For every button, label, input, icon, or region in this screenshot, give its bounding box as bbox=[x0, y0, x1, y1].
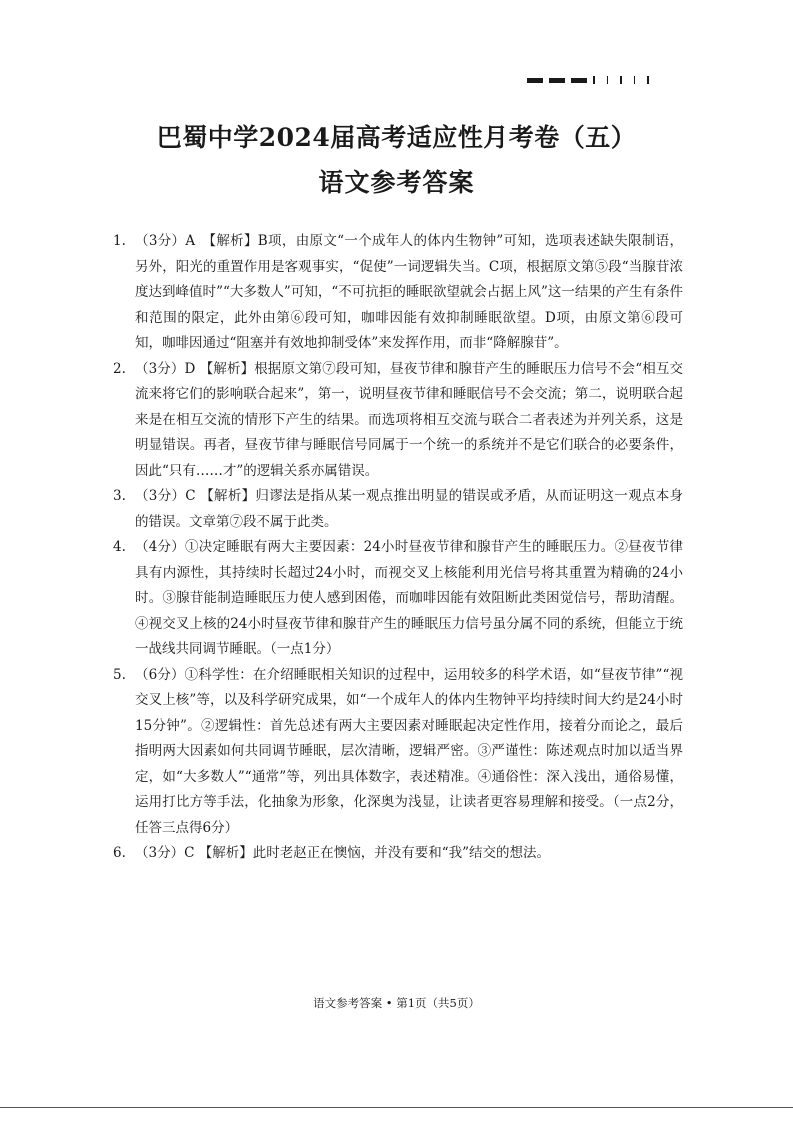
decoration-tick bbox=[634, 76, 636, 84]
answer-text: （4分）①决定睡眠有两大主要因素：24小时昼夜节律和腺苷产生的睡眠压力。②昼夜节律具有内源性，其持续时长超过24小时，而视交叉上核能利用光信号将其重置为精确的24小时。③腺苷能制造睡眠压力使人感到困倦，而咖啡因能有效阻断此类困觉信号，帮助清醒。④视交叉上核的24小时昼夜节律和腺苷产生的睡眠压力信号虽分属不同的系统，但能立于统一战线共同调节睡眠。（一点1分） bbox=[135, 539, 683, 657]
answer-number: 6. bbox=[113, 845, 126, 861]
answer-text: （6分）①科学性：在介绍睡眠相关知识的过程中，运用较多的科学术语，如“昼夜节律”“视交叉上核”等，以及科学研究成果，如“一个成年人的体内生物钟平均持续时间大约是24小时15分钟”。②逻辑性：首先总述有两大主要因素对睡眠起决定性作用，接着分而论之，最后指明两大因素如何共同调节睡眠，层次清晰，逻辑严密。③严谨性：陈述观点时加以适当界定，如“大多数人”“通常”等，列出具体数字，表述精准。④通俗性：深入浅出，通俗易懂，运用打比方等手法，化抽象为形象，化深奥为浅显，让读者更容易理解和接受。（一点2分，任答三点得6分） bbox=[135, 666, 683, 836]
decoration-bar bbox=[571, 78, 587, 83]
decoration-bar bbox=[527, 78, 543, 83]
decoration-bar bbox=[549, 78, 565, 83]
answer-number: 3. bbox=[113, 488, 126, 504]
decoration-tick bbox=[647, 76, 649, 84]
answer-item-6 bbox=[113, 841, 683, 867]
answer-item-1 bbox=[113, 229, 683, 357]
answer-number: 5. bbox=[113, 666, 126, 683]
answer-item-3 bbox=[113, 484, 683, 535]
answer-item-2 bbox=[113, 357, 683, 485]
answer-list bbox=[113, 229, 683, 867]
decoration-tick bbox=[620, 76, 622, 84]
answer-text: （3分）A 【解析】B项，由原文“一个成年人的体内生物钟”可知，选项表述缺失限制语，另外，阳光的重置作用是客观事实，“促使”一词逻辑失当。C项，根据原文第⑤段“当腺苷浓度达到峰值时”“大多数人”可知，“不可抗拒的睡眠欲望就会占据上风”这一结果的产生有条件和范围的限定，此外由第⑥段可知，咖啡因能有效抑制睡眠欲望。D项，由原文第⑥段可知，咖啡因通过“阻塞并有效地抑制受体”来发挥作用，而非“降解腺苷”。 bbox=[135, 233, 683, 351]
document-subtitle: 语文参考答案 bbox=[318, 168, 475, 197]
page-footer: 语文参考答案 • 第1页（共5页） bbox=[313, 996, 480, 1010]
decoration-tick bbox=[607, 76, 609, 84]
decoration-tick bbox=[593, 76, 595, 84]
answer-number: 4. bbox=[113, 539, 126, 555]
answer-item-5 bbox=[113, 663, 683, 842]
answer-item-4 bbox=[113, 535, 683, 663]
answer-text: （3分）D 【解析】根据原文第⑦段可知，昼夜节律和腺苷产生的睡眠压力信号不会“相互交流来将它们的影响联合起来”，第一，说明昼夜节律和睡眠信号不会交流；第二，说明联合起来是在相互交流的情形下产生的结果。而选项将相互交流与联合二者表述为并列关系，这是明显错误。再者，昼夜节律与睡眠信号同属于一个统一的系统并不是它们联合的必要条件，因此“只有……才”的逻辑关系亦属错误。 bbox=[135, 360, 683, 479]
header-decoration bbox=[527, 76, 661, 84]
answer-text: （3分）C 【解析】此时老赵正在懊恼，并没有要和“我”结交的想法。 bbox=[135, 845, 551, 861]
bottom-divider bbox=[0, 1107, 793, 1108]
answer-number: 1. bbox=[113, 233, 126, 249]
answer-number: 2. bbox=[113, 360, 126, 377]
answer-text: （3分）C 【解析】归谬法是指从某一观点推出明显的错误或矛盾，从而证明这一观点本身的错误。文章第⑦段不属于此类。 bbox=[135, 488, 683, 530]
document-title: 巴蜀中学2024届高考适应性月考卷（五） bbox=[156, 123, 637, 152]
